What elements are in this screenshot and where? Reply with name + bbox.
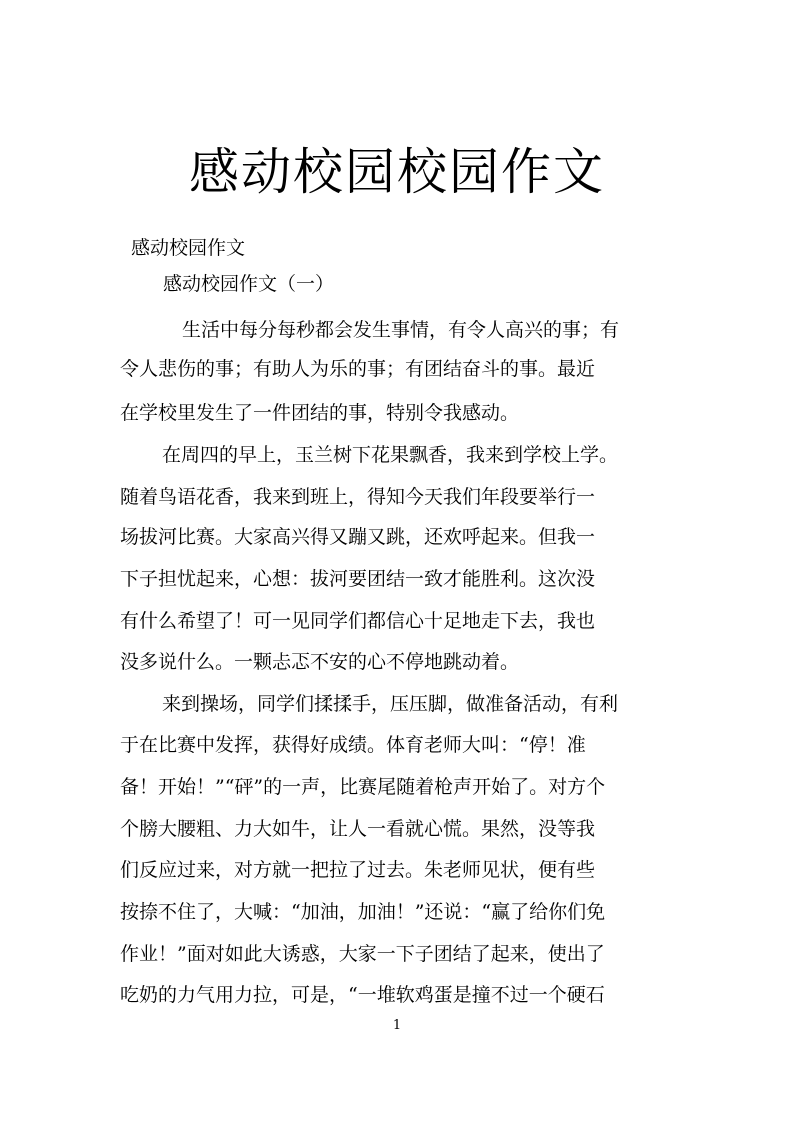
body-line: 场拔河比赛。大家高兴得又蹦又跳，还欢呼起来。但我一 (120, 526, 596, 548)
body-line: 个膀大腰粗、力大如牛，让人一看就心慌。果然，没等我 (120, 818, 596, 840)
body-line: 们反应过来，对方就一把拉了过去。朱老师见状，便有些 (120, 859, 596, 881)
body-line: 备！开始！”“砰”的一声，比赛尾随着枪声开始了。对方个 (120, 776, 606, 798)
body-line: 随着鸟语花香，我来到班上，得知今天我们年段要举行一 (120, 486, 596, 508)
body-line: 按捺不住了，大喊：“加油，加油！”还说：“赢了给你们免 (120, 901, 606, 923)
body-line: 作业！”面对如此大诱惑，大家一下子团结了起来，使出了 (120, 943, 605, 965)
page-number: 1 (392, 1018, 402, 1033)
body-line: 没多说什么。一颗忐忑不安的心不停地跳动着。 (120, 651, 520, 673)
body-line: 令人悲伤的事；有助人为乐的事；有团结奋斗的事。最近 (120, 358, 596, 380)
section-heading: 感动校园作文 (131, 237, 246, 259)
body-line: 在周四的早上，玉兰树下花果飘香，我来到学校上学。 (162, 444, 619, 466)
body-line: 吃奶的力气用力拉，可是，“一堆软鸡蛋是撞不过一个硬石 (120, 984, 605, 1006)
page-title: 感动校园校园作文 (189, 143, 605, 201)
article-title: 感动校园作文（一） (163, 273, 335, 295)
body-line: 有什么希望了！可一见同学们都信心十足地走下去，我也 (120, 610, 596, 632)
body-line: 于在比赛中发挥，获得好成绩。体育老师大叫：“停！准 (120, 734, 586, 756)
body-line: 在学校里发生了一件团结的事，特别令我感动。 (120, 402, 520, 424)
body-line: 来到操场，同学们揉揉手，压压脚，做准备活动，有利 (162, 693, 619, 715)
body-line: 下子担忧起来，心想：拔河要团结一致才能胜利。这次没 (120, 568, 596, 590)
body-line: 生活中每分每秒都会发生事情，有令人高兴的事；有 (182, 319, 620, 341)
